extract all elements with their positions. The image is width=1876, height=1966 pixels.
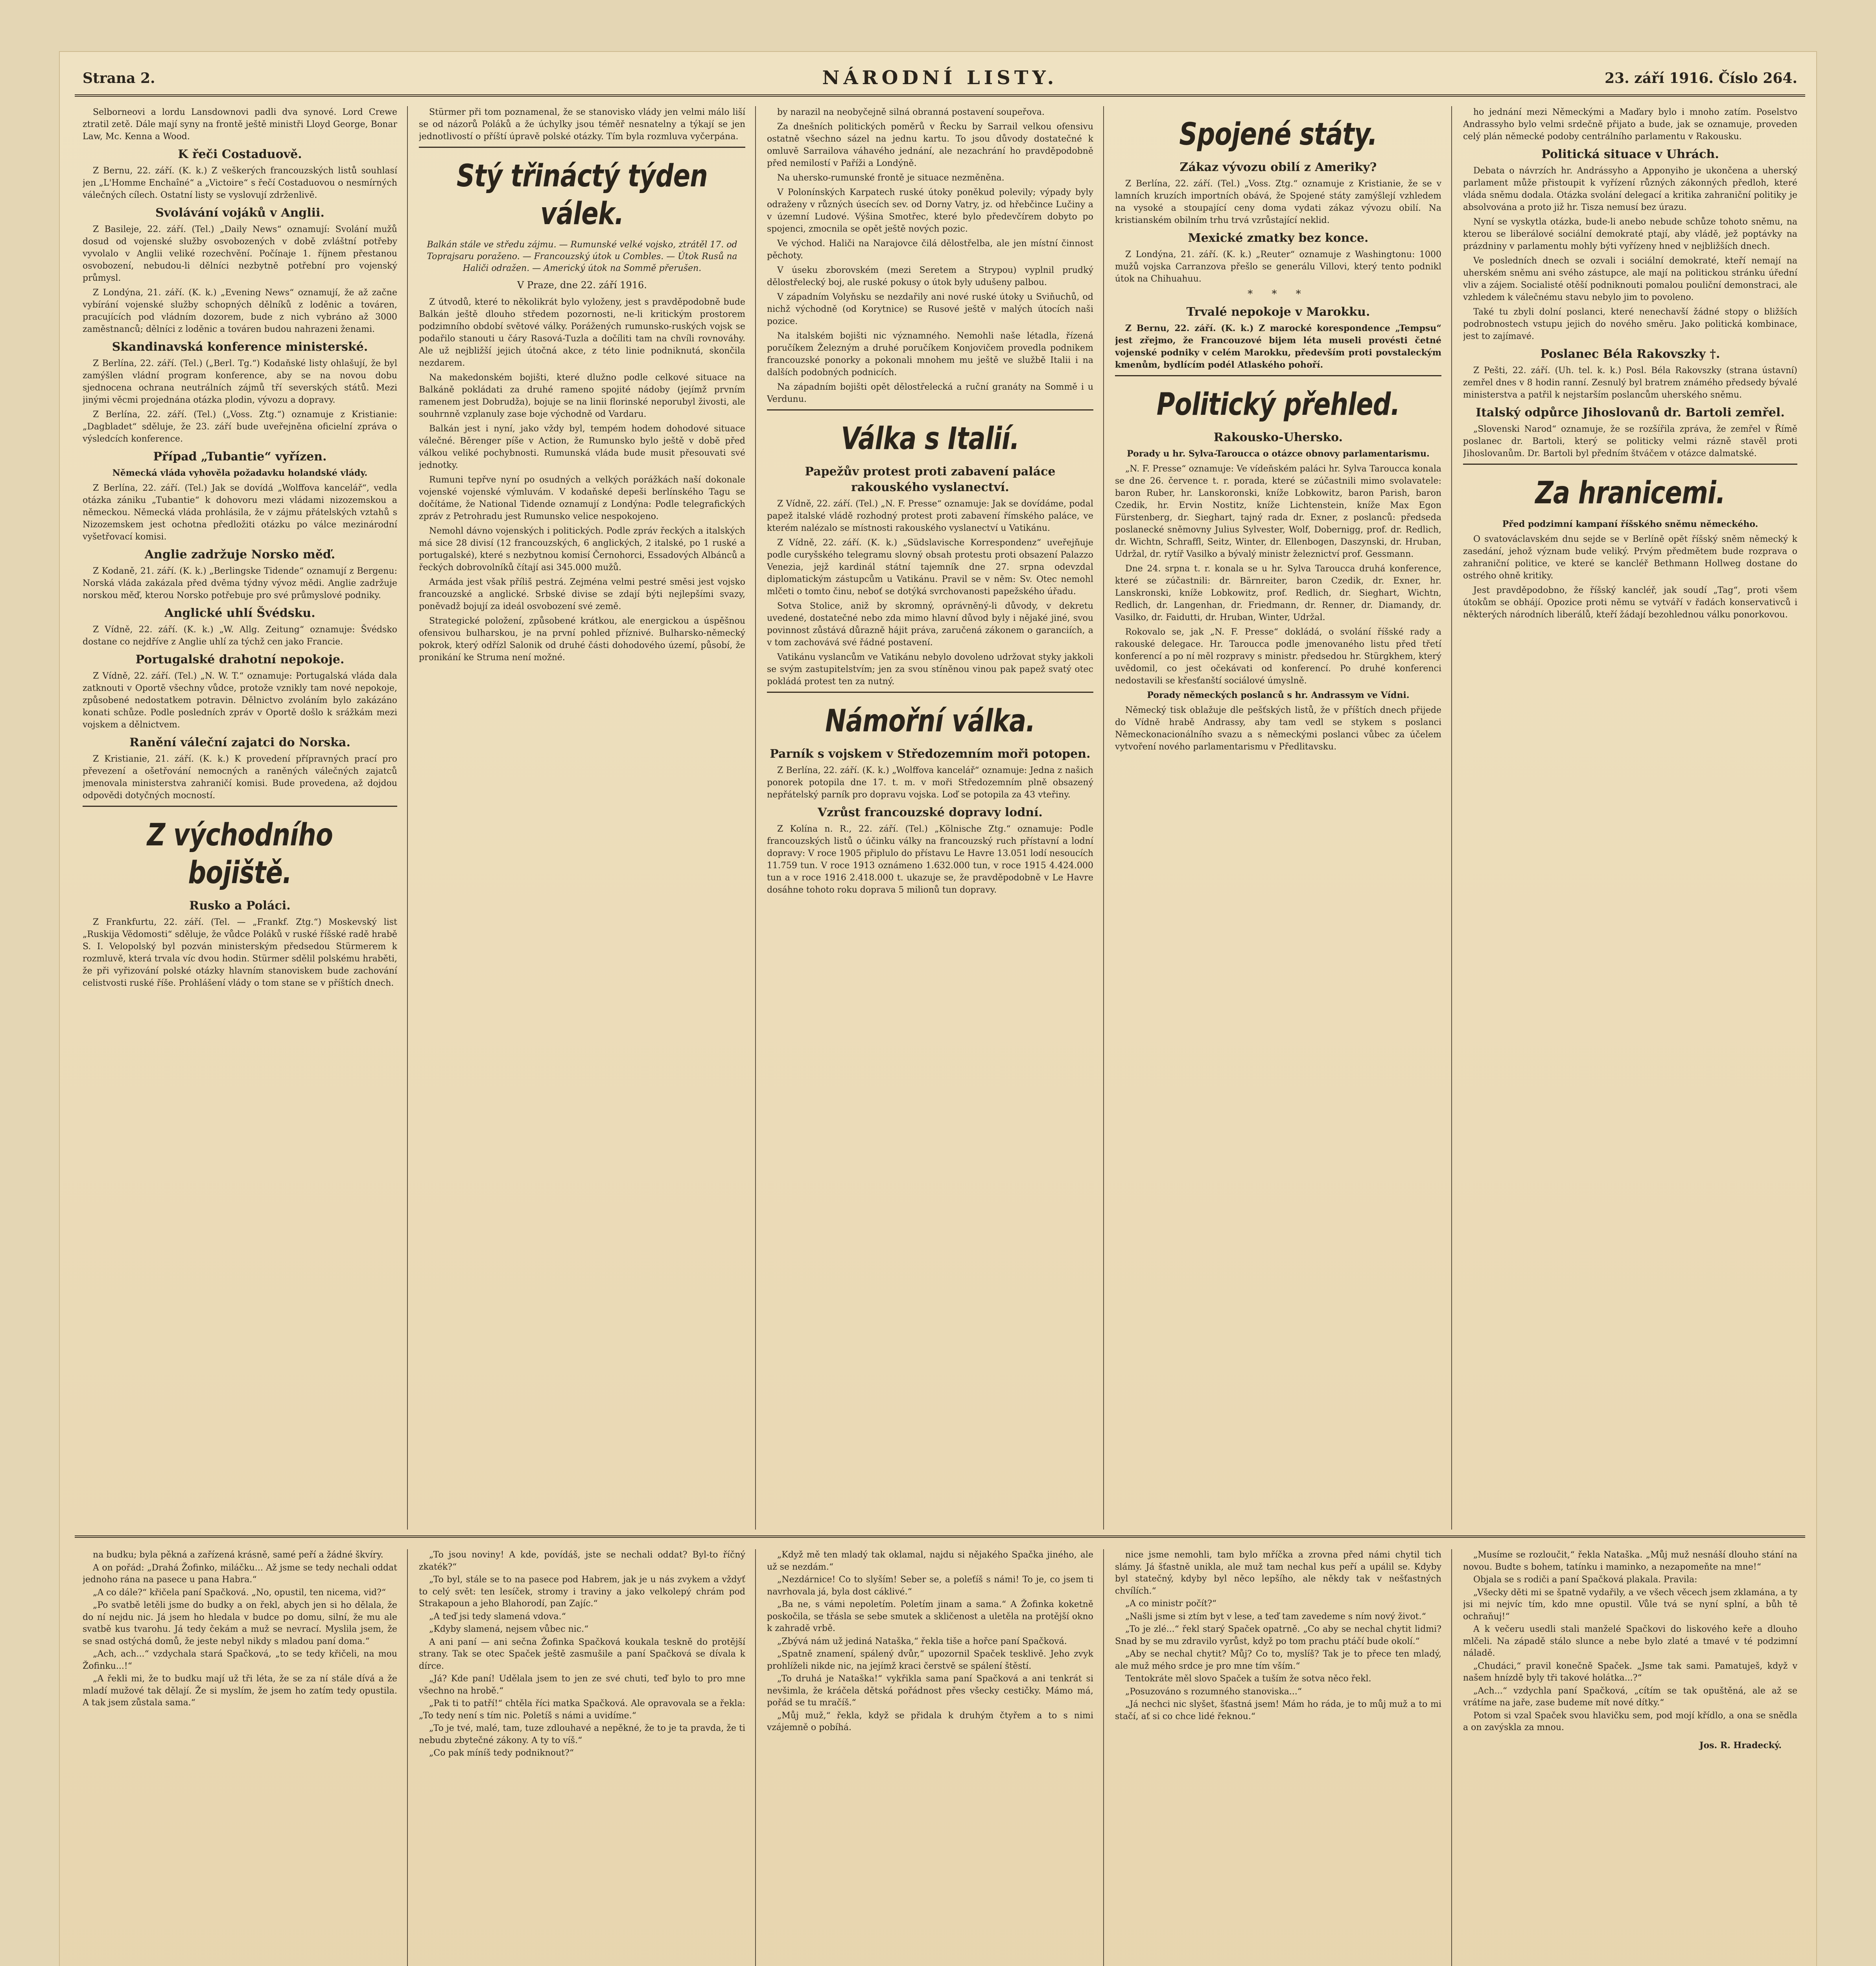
column-4 [1115, 106, 1441, 1530]
article-paragraph: Ve posledních dnech se ozvali i sociální demokraté, kteří nemají na uherském sněmu ani svého zástupce, ale mají na politickou stránku úřední vliv a zájem. Socialisté otěší podniknouti pomalou pouliční demonstraci, ale vzhledem k válečnému stavu nebylo jim to povoleno. [1463, 256, 1797, 302]
article-paragraph: Z Kodaně, 21. září. (K. k.) „Berlingske Tidende“ oznamují z Bergenu: Norská vláda zakázala před dvěma týdny vývoz mědi. Anglie zadržuje norskou měď, kterou Norsko potřebuje pro své průmyslové podniky. [83, 566, 397, 600]
article-paragraph: Debata o návrzích hr. Andrássyho a Apponyiho je ukončena a uherský parlament může přistoupit k vyřízení různých zákonných předloh, které vláda sněmu dodala. Otázka svolání delegací a kritika zahraniční politiky je absolvována a proto již hr. Tisza nemusí bez úrazu. [1463, 166, 1797, 212]
article-paragraph: V Polonínských Karpatech ruské útoky poněkud polevily; výpady byly odraženy v různých úsecích sev. od Dorny Vatry, jz. od hřebčince Lučiny a v územní Ludové. Výšina Smotřec, které bylo předevčírem dobyto po spojenci, zmocnila se opět ještě nových pozic. [767, 188, 1093, 234]
article-paragraph: Z Berlína, 22. září. (Tel.) („Berl. Tg.“) Kodaňské listy ohlašují, že byl zamýšlen vládní program konference, aby se na novou dobu sjednocena ochrana neutrálních zájmů tří severských států. Mezi jinými věcmi projednána otázka plodin, vývozu a dopravy. [83, 359, 397, 405]
article-subheading: Porady u hr. Sylva-Taroucca o otázce obnovy parlamentarismu. [1127, 449, 1430, 459]
section-divider [83, 806, 397, 807]
masthead [75, 67, 1805, 97]
feuilleton-paragraph: „Spatně znamení, spálený dvůr,“ upozornil Spaček tesklivě. Jeho zvyk prohlíželi nikde nic, na jejímž kraci čerstvě se spálení štěstí. [767, 1649, 1093, 1671]
article-heading: Trvalé nepokoje v Marokku. [1186, 305, 1370, 319]
section-divider [767, 692, 1093, 693]
feuilleton-column-1 [83, 1549, 397, 1966]
article-paragraph: Z Basileje, 22. září. (Tel.) „Daily News“ oznamují: Svolání mužů dosud od vojenské služby osvobozených v době zvláštní potřeby vyvolalo v Anglii veliké rozechvění. Počínaje 1. říjnem přestanou osvobození, nebudou-li dělníci nezbytně potřební pro vojenský průmysl. [83, 225, 397, 283]
feuilleton-paragraph: „Všecky děti mi se špatně vydařily, a ve všech věcech jsem zklamána, a ty jsi mi nejvíc tím, kdo mne opustil. Vůle tvá se nyní splní, a bůh tě ochraňuj!“ [1463, 1587, 1797, 1622]
article-paragraph: Na italském bojišti nic významného. Nemohli naše létadla, řízená poručíkem Železným a druhé poručíkem Konjovičem provedla podnikem francouzské ponorky a pokonali mnohem mu ještě ve službě Italii i na dalších podobných podnicích. [767, 331, 1093, 377]
article-paragraph: Z Vídně, 22. září. (Tel.) „N. W. T.“ oznamuje: Portugalská vláda dala zatknouti v Oportě všechny vůdce, protože vznikly tam nové nepokoje, způsobené nedostatkem potravin. Dělnictvo zvoláním bylo zakázáno konati schůze. Podle posledních zpráv v Oportě došlo k srážkám mezi vojskem a dělnictvem. [83, 671, 397, 730]
article-paragraph: Vatikánu vyslancům ve Vatikánu nebylo dovoleno udržovat styky jakkoli se svým zastupitelstvím; jen za svou stíněnou vinou pak papež svatý otec pokládá protest ten za nutný. [767, 652, 1093, 687]
article-heading: Zákaz vývozu obilí z Ameriky? [1179, 160, 1377, 174]
article-paragraph: Z Kristianie, 21. září. (K. k.) K provedení přípravných prací pro převezení a ošetřování nemocných a raněných válečných zajatců jmenovala ministerstva zahraničí komisi. Bude provedena, až dojdou odpovědi dotyčných mocností. [83, 754, 397, 801]
article-paragraph: Z Berlína, 22. září. (Tel.) Jak se dovídá „Wolffova kancelář“, vedla otázka zániku „Tubantie“ k dohovoru mezi vládami nizozemskou a německou. Německá vláda prohlásila, že v zájmu přátelských vztahů s Nizozemskem jest ochotna předložiti otázku po válce mezinárodní vyšetřovací komisi. [83, 483, 397, 542]
article-paragraph: Z Vídně, 22. září. (K. k.) „W. Allg. Zeitung“ oznamuje: Švédsko dostane co nejdříve z Anglie uhlí za týchž cen jako Francie. [83, 625, 397, 647]
feuilleton-paragraph: „Ach...“ vzdychla paní Spačková, „cítím se tak opuštěná, ale až se vrátíme na jaře, zase budeme mít nové dítky.“ [1463, 1686, 1797, 1708]
feuilleton-paragraph: Potom si vzal Spaček svou hlavičku sem, pod mojí křídlo, a ona se snědla a on zavýskla za mnou. [1463, 1710, 1797, 1732]
article-paragraph: O svatováclavském dnu sejde se v Berlíně opět říšský sněm německý k zasedání, jehož význam bude veliký. Prvým předmětem bude rozprava o zahraniční politice, ve které se kancléř Bethmann Hollweg dostane do ostrého ohně kritiky. [1463, 534, 1797, 581]
feuilleton-paragraph: „Zbývá nám už jediná Nataška,“ řekla tiše a hořce paní Spačková. [777, 1636, 1067, 1646]
article-subheading: Německá vláda vyhověla požadavku holandské vlády. [112, 468, 368, 478]
article-paragraph: „N. F. Presse“ oznamuje: Ve vídeňském paláci hr. Sylva Taroucca konala se dne 26. července t. r. porada, které se zúčastnili mimo svolavatele: baron Ruber, hr. Lanskoronski, kníže Lobkowitz, baron Parish, baron Czedik, hr. Ervin Nostitz, kníže Lichtenstein, kníže Max Egon Fürstenberg, dr. Sieghart, tajný rada dr. Exner, z poslanců: předseda poslanecké sněmovny Julius Sylvester, Wolf, Dobernigg, prof. dr. Redlich, dr. Wichtn, Schraffl, Seitz, Winter, dr. Ellenbogen, Daszynski, dr. Hruban, Udržal, dr. rytíř Vasilko a bývalý ministr železnictví prof. Gessmann. [1115, 464, 1441, 559]
article-paragraph: Z Frankfurtu, 22. září. (Tel. — „Frankf. Ztg.“) Moskevský list „Ruskija Vědomosti“ sděluje, že vůdce Poláků v ruské říšské radě hrabě S. I. Velopolský byl pozván ministerským předsedou Stürmerem k rozmluvě, která trvala víc dvou hodin. Stürmer sdělil polskému hraběti, že při vyřizování polské otázky hlavním stanoviskem bude zachování celistvosti ruské říše. Prohlášení vlády o tom stane se v příštích dnech. [83, 917, 397, 988]
feuilleton-paragraph: „Ach, ach...“ vzdychala stará Spačková, „to se tedy křičeli, na mou Žofinku...!“ [83, 1649, 397, 1671]
column-rule [1451, 106, 1452, 1530]
article-heading: Rakousko-Uhersko. [1213, 431, 1343, 444]
article-paragraph: Z Berlína, 22. září. (Tel.) („Voss. Ztg.“) oznamuje z Kristianie: „Dagbladet“ sděluje, že 23. září bude uveřejněna oficielní zpráva o výsledcích konference. [83, 410, 397, 444]
article-paragraph: Z Berlína, 22. září. (K. k.) „Wolffova kancelář“ oznamuje: Jedna z našich ponorek potopila dne 17. t. m. v moři Středozemním plně obsazený nepřátelský parník pro dopravu vojska. Loď se potopila za 43 vteřiny. [767, 766, 1093, 800]
feuilleton-paragraph: „Můj muž,“ řekla, když se přidala k druhým čtyřem a to s nimi vzájemně o pobíhá. [767, 1710, 1093, 1732]
section-headline: Z východního bojiště. [147, 817, 333, 891]
article-paragraph: by narazil na neobyčejně silná obranná postavení soupeřova. [777, 107, 1045, 117]
section-headline: Za hranicemi. [1535, 475, 1725, 511]
feuilleton-paragraph: „A řekli mi, že to budku mají už tři léta, že se za ní stále dívá a že mladí mužové tak dělají. Že si myslím, že jsem ho zatím tedy opustila. A tak jsem zůstala sama.“ [83, 1674, 397, 1708]
column-3 [767, 106, 1093, 1530]
article-subheading: Před podzimní kampaní říšského sněmu německého. [1502, 519, 1758, 529]
section-headline: Politický přehled. [1156, 387, 1400, 422]
feuilleton-paragraph: „To druhá je Nataška!“ vykřikla sama paní Spačková a ani tenkrát si nevšimla, že kráčela dětská pořádnost přes všecky cestičky. Mámo má, pořád se tu mračíš.“ [767, 1674, 1093, 1708]
article-paragraph: Rumuni tepřve nyní po osudných a velkých porážkách naší dokonale vojenské vojenské výmluvám. V kodaňské depeši berlínského Tagu se dočítáme, že National Tidende oznamují z Londýna: Podle telegrafických zpráv z Petrohradu jest Rumunsko velice nespokojeno. [419, 475, 745, 521]
feuilleton-paragraph: nice jsme nemohli, tam bylo mříčka a zrovna před námi chytil tich slámy. Já šťastně unikla, ale muž tam nechal kus peří a upálil se. Kdyby byl statečný, kdyby byl něco lepšího, ale někdy tak v nešťastných chvílích.“ [1115, 1550, 1441, 1596]
feuilleton-paragraph: „To je zlé...“ řekl starý Spaček opatrně. „Co aby se nechal chytit lidmi? Snad by se mu zdravilo vyrůst, když po tom prachu ptáčí bude okolí.“ [1115, 1624, 1441, 1646]
article-paragraph: Armáda jest však příliš pestrá. Zejména velmi pestré směsi jest vojsko francouzské a anglické. Srbské divise se zdají býti nejlepšími svazy, poněvadž bojují za ideál osvobození své země. [419, 577, 745, 611]
feuilleton-column-3 [767, 1549, 1093, 1966]
article-heading: Politická situace v Uhrách. [1541, 147, 1719, 161]
article-paragraph: Dne 24. srpna t. r. konala se u hr. Sylva Taroucca druhá konference, které se zúčastnili: dr. Bärnreiter, baron Czedik, dr. Exner, hr. Lanskronski, kníže Lobkowitz, prof. Redlich, dr. Sieghart, Wichtn, Redlich, dr. Langenhan, dr. Friedmann, dr. Renner, dr. Diamandy, dr. Vasilko, dr. Faidutti, dr. Hruban, Winter, Udržal. [1115, 564, 1441, 622]
column-5 [1463, 106, 1797, 1530]
feuilleton-column-5 [1463, 1549, 1797, 1966]
article-paragraph: Z Londýna, 21. září. (K. k.) „Evening News“ oznamují, že až začne vybírání vojenské služby schopných dělníků z loděnic a továren, pracujících pod vládním dozorem, bude z nich vybráno až 3000 zaměstnanců; dělníci z loděnic a továren budou nahrazeni ženami. [83, 288, 397, 334]
issue-date: 23. září 1916. Číslo 264. [1605, 70, 1797, 87]
feuilleton-paragraph: „Nezdárnice! Co to slyším! Seber se, a poleťíš s námi! To je, co jsem ti navrhovala já, byla dost cáklivé.“ [767, 1575, 1093, 1597]
section-headline: Stý třináctý týden válek. [456, 158, 708, 232]
section-headline: Spojené státy. [1179, 117, 1377, 152]
column-1 [83, 106, 397, 1530]
section-stars: * * * [1248, 288, 1309, 300]
column-rule [1451, 1549, 1452, 1966]
article-heading: Parník s vojskem v Středozemním moři potopen. [770, 747, 1091, 761]
column-2 [419, 106, 745, 1530]
article-paragraph: Z Londýna, 21. září. (K. k.) „Reuter“ oznamuje z Washingtonu: 1000 mužů vojska Carranzova přešlo se generálu Villovi, který tento podnikl útok na Chihuahuu. [1115, 250, 1441, 284]
article-paragraph: Z Bernu, 22. září. (K. k.) Z marocké korespondence „Tempsu“ jest zřejmo, že Francouzové bijem léta museli provésti četné vojenské podniky v celém Marokku, především proti povstaleckým kmenům, bydlícím podél Atlaského pohoří. [1115, 323, 1441, 370]
column-rule [755, 1549, 756, 1966]
article-heading: Portugalské drahotní nepokoje. [135, 653, 345, 666]
section-divider [1115, 375, 1441, 376]
feuilleton-paragraph: Objala se s rodiči a paní Spačková plakala. Pravila: [1473, 1575, 1697, 1585]
article-paragraph: Nemohl dávno vojenských i politických. Podle zpráv řeckých a italských má sice 28 divisí (12 francouzských, 6 anglických, 2 italské, po 1 ruské a portugalské), které s nezbytnou komisí Černohorci, Essadových Albánců a řeckých dobrovolníků čítají asi 345.000 mužů. [419, 526, 745, 572]
feuilleton-paragraph: „Pak ti to patří!“ chtěla říci matka Spačková. Ale opravovala se a řekla: „To tedy není s tím nic. Poletíš s námi a uvidíme.“ [419, 1699, 745, 1721]
article-heading: Ranění váleční zajatci do Norska. [129, 736, 350, 749]
article-paragraph: Na uhersko-rumunské frontě je situace nezměněna. [777, 173, 1004, 183]
article-heading: Mexické zmatky bez konce. [1188, 231, 1369, 245]
article-heading: Poslanec Béla Rakovszky †. [1540, 347, 1720, 361]
article-paragraph: Ve východ. Haliči na Narajovce čilá dělostřelba, ale jen místní činnost pěchoty. [767, 239, 1093, 261]
feuilleton-column-4 [1115, 1549, 1441, 1966]
article-paragraph: Německý tisk oblažuje dle pešťských listů, že v příštích dnech přijede do Vídně hrabě Andrassy, aby tam vedl se stykem s poslanci Německonacionálního svazu a s německými poslanci vůbec za účelem vytvoření nového parlamentarismu v Předlitavsku. [1115, 705, 1441, 752]
column-rule [755, 106, 756, 1530]
feuilleton-paragraph: „Když mě ten mladý tak oklamal, najdu si nějakého Spačka jiného, ale už se nezdám.“ [767, 1550, 1093, 1572]
section-headline: Námořní válka. [825, 703, 1035, 739]
article-heading: Vzrůst francouzské dopravy lodní. [818, 806, 1043, 819]
feuilleton-paragraph: „A teď jsi tedy slamená vdova.“ [429, 1611, 566, 1622]
feuilleton-paragraph: „Já? Kde paní! Udělala jsem to jen ze své chuti, teď bylo to pro mne všechno na hrobě.“ [419, 1674, 745, 1696]
article-paragraph: Rokovalo se, jak „N. F. Presse“ dokládá, o svolání říšské rady a rakouské delegace. Hr. Taroucca podle jmenovaného listu před třetí konferencí a po ní měl rozpravy s ministr. předsedou hr. Stürgkhem, který uvědomil, co jest očekávati od konferencí. Po druhé konferenci nedostavili se křesťanští sociálové úmyslně. [1115, 627, 1441, 686]
author-signature: Jos. R. Hradecký. [1699, 1740, 1782, 1751]
article-paragraph: Selborneovi a lordu Lansdownovi padli dva synové. Lord Crewe ztratil zetě. Dále mají syny na frontě ještě ministři Lloyd George, Bonar Law, Mc. Kenna a Wood. [83, 107, 397, 142]
article-paragraph: Z Bernu, 22. září. (K. k.) Z veškerých francouzských listů souhlasí jen „L'Homme Enchaîné“ a „Victoire“ s řečí Costaduovou o nesmírných válečných cílech. Ostatní listy se vyslovují zdrženlivě. [83, 166, 397, 200]
feuilleton-paragraph: na budku; byla pěkná a zařízená krásně, samé peří a žádné škvíry. [93, 1550, 383, 1560]
article-subheading: Porady německých poslanců s hr. Andrassym ve Vídni. [1147, 690, 1410, 700]
feuilleton-paragraph: „Chudáci,“ pravil konečně Spaček. „Jsme tak sami. Pamatuješ, když v našem hnízdě byly tři takové holátka...?“ [1463, 1661, 1797, 1683]
article-paragraph: Z útvodů, které to několikrát bylo vyloženy, jest s pravděpodobně bude Balkán ještě dlouho středem pozornosti, ne-li kritickým prostorem podzimního období světové války. Porážených rumunsko-ruských vojsk se podařilo stanouti u čáry Rasová-Tuzla a dočíliti tam na chvíli rovnováhy. Ale už nejbližší jejich útočná akce, z této linie podniknutá, skončila nezdarem. [419, 297, 745, 368]
feuilleton-paragraph: „To byl, stále se to na pasece pod Habrem, jak je u nás zvykem a vždyť to celý svět: ten lesíček, stromy i traviny a jako velkolepý chrám pod Strakapoun a jeho Blahorodí, pan Zajíc.“ [419, 1575, 745, 1609]
dateline: V Praze, dne 22. září 1916. [517, 280, 647, 291]
section-divider [1463, 464, 1797, 465]
article-heading: K řeči Costaduově. [178, 147, 302, 161]
feuilleton-paragraph: „To je tvé, malé, tam, tuze zdlouhavé a nepěkné, že to je ta pravda, že ti nebudu zbytečné zákony. A ty to víš.“ [419, 1723, 745, 1745]
article-paragraph: Z Berlína, 22. září. (Tel.) „Voss. Ztg.“ oznamuje z Kristianie, že se v lamních kruzích importních obává, že Spojené státy zamýšlejí vzhledem na vysoké a stoupající ceny doma vydati zákaz vývozu obilí. Na kristianském obilním trhu trvá vzrůstající neklid. [1115, 179, 1441, 225]
article-paragraph: Nyní se vyskytla otázka, bude-li anebo nebude schůze tohoto sněmu, na kterou se liberálové sociální demokraté ptají, aby vládě, jež poptávky na prázdniny v parlamentu mohly býti vyřízeny hned v nejbližších dnech. [1463, 217, 1797, 251]
article-paragraph: Sotva Stolice, aniž by skromný, oprávněný-li důvody, v dekretu uvedené, dostatečné nebo zda mimo hlavní důvod byly i nějaké jiné, svou povinnost zůstává důrazně hájit práva, zaručená zákonem o garanciích, a v tom zachovává své řádné postavení. [767, 601, 1093, 648]
article-paragraph: Strategické položení, způsobené krátkou, ale energickou a úspěšnou ofensivou bulharskou, je na první pohled příznivé. Bulharsko-německý pokrok, který odřízl Salonik od druhé části dohodového území, působí, že pronikání ke Struma není možné. [419, 616, 745, 663]
article-paragraph: Na západním bojišti opět dělostřelecká a ruční granáty na Sommě i u Verdunu. [767, 382, 1093, 404]
article-paragraph: Za dnešních politických poměrů v Řecku by Sarrail velkou ofensivu ostatně všechno sázel na jednu kartu. To jsou důvody dostatečné k omluvě Sarrailova váhavého jednání, ale nezachrání ho pravděpodobně před nemilostí v Paříži a Londýně. [767, 122, 1093, 168]
feuilleton-paragraph: „Co pak míníš tedy podniknout?“ [429, 1748, 574, 1758]
feuilleton-paragraph: A on pořád: „Drahá Žofinko, miláčku... Až jsme se tedy nechali oddat jednoho rána na pasece u pana Habra.“ [83, 1563, 397, 1585]
article-heading: Rusko a Poláci. [189, 899, 291, 913]
feuilleton-divider [75, 1535, 1805, 1538]
feuilleton-paragraph: „Posuzováno s rozumného stanoviska...“ [1125, 1686, 1302, 1697]
article-paragraph: Z Pešti, 22. září. (Uh. tel. k. k.) Posl. Béla Rakovszky (strana ústavní) zemřel dnes v 8 hodin ranní. Zesnulý byl bratrem známého předsedy bývalé ministerstva a patřil k nejstarším poslancům uherského sněmu. [1463, 366, 1797, 400]
column-rule [407, 106, 408, 1530]
section-headline: Válka s Italií. [841, 421, 1019, 457]
article-paragraph: Z Kolína n. R., 22. září. (Tel.) „Kölnische Ztg.“ oznamuje: Podle francouzských listů o účinku války na francouzský ruch přístavní a lodní dopravy: V roce 1905 připlulo do přístavu Le Havre 13.051 lodí nesoucích 11.759 tun. V roce 1913 oznámeno 1.632.000 tun, v roce 1915 4.424.000 tun a v roce 1916 2.418.000 t. ukazuje se, že pravděpodobně v Le Havre dosáhne tohoto roku doprava 5 milionů tun dopravy. [767, 824, 1093, 895]
column-rule [407, 1549, 408, 1966]
article-paragraph: Na makedonském bojišti, které dlužno podle celkové situace na Balkáně pokládati za druhé rameno spojité nádoby (jejímž prvním ramenem jest Dobrudža), bojuje se na linii florinské neporubyl živosti, ale souhrnně vzplanuly zase boje východně od Vardaru. [419, 373, 745, 419]
feuilleton-paragraph: „Já nechci nic slyšet, šťastná jsem! Mám ho ráda, je to můj muž a to mi stačí, ať si co chce lidé řeknou.“ [1115, 1699, 1441, 1721]
feuilleton-paragraph: „Aby se nechal chytit? Můj? Co to, myslíš? Tak je to přece ten mladý, ale muž mého srdce je pro mne tím vším.“ [1115, 1649, 1441, 1671]
feuilleton-paragraph: „A co ministr počít?“ [1125, 1599, 1217, 1609]
article-heading: Anglické uhlí Švédsku. [164, 606, 315, 620]
feuilleton-paragraph: „A co dále?“ křičela paní Spačková. „No, opustil, ten nicema, vid?“ [93, 1587, 386, 1598]
feuilleton-paragraph: „Našli jsme si ztím byt v lese, a teď tam zavedeme s ním nový život.“ [1125, 1611, 1426, 1622]
article-paragraph: Také tu zbyli dolní poslanci, které nenechavší žádné stopy o bližších podrobnostech vstupu jejich do nového směru. Jako politická kombinace, jest to zajímavé. [1463, 307, 1797, 341]
feuilleton-paragraph: „To jsou noviny! A kde, povídáš, jste se nechali oddat? Byl-to říčný zkaték?“ [419, 1550, 745, 1572]
article-paragraph: Z Vídně, 22. září. (Tel.) „N. F. Presse“ oznamuje: Jak se dovídáme, podal papež italské vládě rozhodný protest proti zabavení římského paláce, ve kterém nalézalo se místnosti rakouského vyslanectví u Vatikánu. [767, 499, 1093, 533]
feuilleton-paragraph: A ani paní — ani sečna Žofinka Spačková koukala teskně do protější strany. Tak se otec Spaček ještě zasmušile a paní Spačková se dívala k dírce. [419, 1637, 745, 1671]
article-paragraph: Z Vídně, 22. září. (K. k.) „Südslavische Korrespondenz“ uveřejňuje podle curyšského telegramu slovný obsah protestu proti obsazení Palazzo Venezia, jejž kardinál státní tajemník dne 27. srpna odevzdal diplomatickým zástupcům u Vatikánu. Pravil se v něm: Sv. Otec nemohl mlčeti o tomto činu, neboť se dotýká svrchovanosti papežského úřadu. [767, 538, 1093, 596]
article-paragraph: ho jednání mezi Německými a Maďary bylo i mnoho zatím. Poselstvo Andrassyho bylo velmi srdečně přijato a bude, jak se oznamuje, proveden celý plán německé podoby centrálního parlamentu v Rakousku. [1463, 107, 1797, 142]
article-paragraph: Stürmer při tom poznamenal, že se stanovisko vlády jen velmi málo liší se od názorů Poláků a že úchylky jsou téměř nesnatelny a týkají se jen jednotlivostí o příští úpravě polské otázky. Tím byla rozmluva vyčerpána. [419, 107, 745, 142]
article-heading: Italský odpůrce Jihoslovanů dr. Bartoli zemřel. [1476, 406, 1785, 420]
feuilleton-paragraph: „Po svatbě letěli jsme do budky a on řekl, abych jen si ho dělala, že do ní nejdu nic. Já jsem ho hledala v budce po domu, silní, že mu ale svatbě kus tvarohu. Já tedy čekám a muž se nevrací. Myslila jsem, že se snad ostýchá domů, že jeste nebyl nikdy s mladou paní doma.“ [83, 1600, 397, 1646]
page-number: Strana 2. [83, 70, 155, 87]
article-paragraph: Jest pravděpodobno, že říšský kancléř, jak soudí „Tag“, proti všem útokům se obhájí. Opozice proti němu se vytváří v řadách konservativců i některých národních liberálů, kteří žádají bezohlednou válku ponorkovou. [1463, 585, 1797, 620]
feuilleton-paragraph: „Musíme se rozloučit,“ řekla Nataška. „Můj muž nesnáší dlouho stání na novou. Budte s bohem, tatínku i maminko, a nezapomeňte na mne!“ [1463, 1550, 1797, 1572]
article-heading: Případ „Tubantie“ vyřízen. [153, 450, 327, 464]
section-divider [767, 409, 1093, 411]
column-rule [1103, 106, 1104, 1530]
article-paragraph: V západním Volyňsku se nezdařily ani nové ruské útoky u Sviňuchů, od nichž východně (od Korytnice) se Rusové ještě v malých útocích naši pozice. [767, 292, 1093, 326]
article-paragraph: V úseku zborovském (mezi Seretem a Strypou) vyplnil prudký dělostřelecký boj, ale ruské pokusy o útok byly udušeny palbou. [767, 265, 1093, 287]
feuilleton-paragraph: „Kdyby slamená, nejsem vůbec nic.“ [429, 1624, 589, 1634]
article-heading: Anglie zadržuje Norsko měď. [144, 548, 335, 561]
feuilleton-paragraph: „Ba ne, s vámi nepoletím. Poletím jinam a sama.“ A Žofinka koketně poskočila, se třásla se sebe smutek a skličenost a uletěla na protější okno k zahradě vrbě. [767, 1600, 1093, 1633]
feuilleton-paragraph: Tentokráte měl slovo Spaček a tuším že sotva něco řekl. [1125, 1674, 1371, 1684]
newspaper-title: NÁRODNÍ LISTY. [822, 67, 1058, 89]
article-paragraph: Balkán jest i nyní, jako vždy byl, tempém hodem dohodové situace válečné. Běrenger píše v Action, že Rumunsko bylo ještě v době před válkou veliké pochybnosti. Rumunská vláda bude musit přesouvati své jednotky. [419, 424, 745, 470]
feuilleton-paragraph: A k večeru usedli stali manželé Spačkovi do liskového keře a dlouho mlčeli. Na západě stálo slunce a nebe bylo zlaté a tmavé v té podzimní náladě. [1463, 1624, 1797, 1658]
column-rule [1103, 1549, 1104, 1966]
feuilleton-column-2 [419, 1549, 745, 1966]
article-heading: Skandinavská konference ministerské. [112, 340, 368, 354]
war-summary: Balkán stále ve středu zájmu. — Rumunské velké vojsko, ztrátěl 17. od Toprajsaru poraženo. — Francouzský útok u Combles. — Útok Rusů na Haliči odražen. — Americký útok na Sommě přerušen. [427, 240, 737, 273]
article-paragraph: „Slovenski Narod“ oznamuje, že se rozšířila zpráva, že zemřel v Římě poslanec dr. Bartoli, který se politicky velmi rázně stavěl proti Jihoslovanům. Dr. Bartoli byl předním štváčem v otázce dalmatské. [1463, 424, 1797, 458]
section-divider [419, 147, 745, 148]
article-heading: Svolávání vojáků v Anglii. [155, 206, 324, 220]
article-heading: Papežův protest proti zabavení paláce rakouského vyslanectví. [805, 465, 1056, 494]
